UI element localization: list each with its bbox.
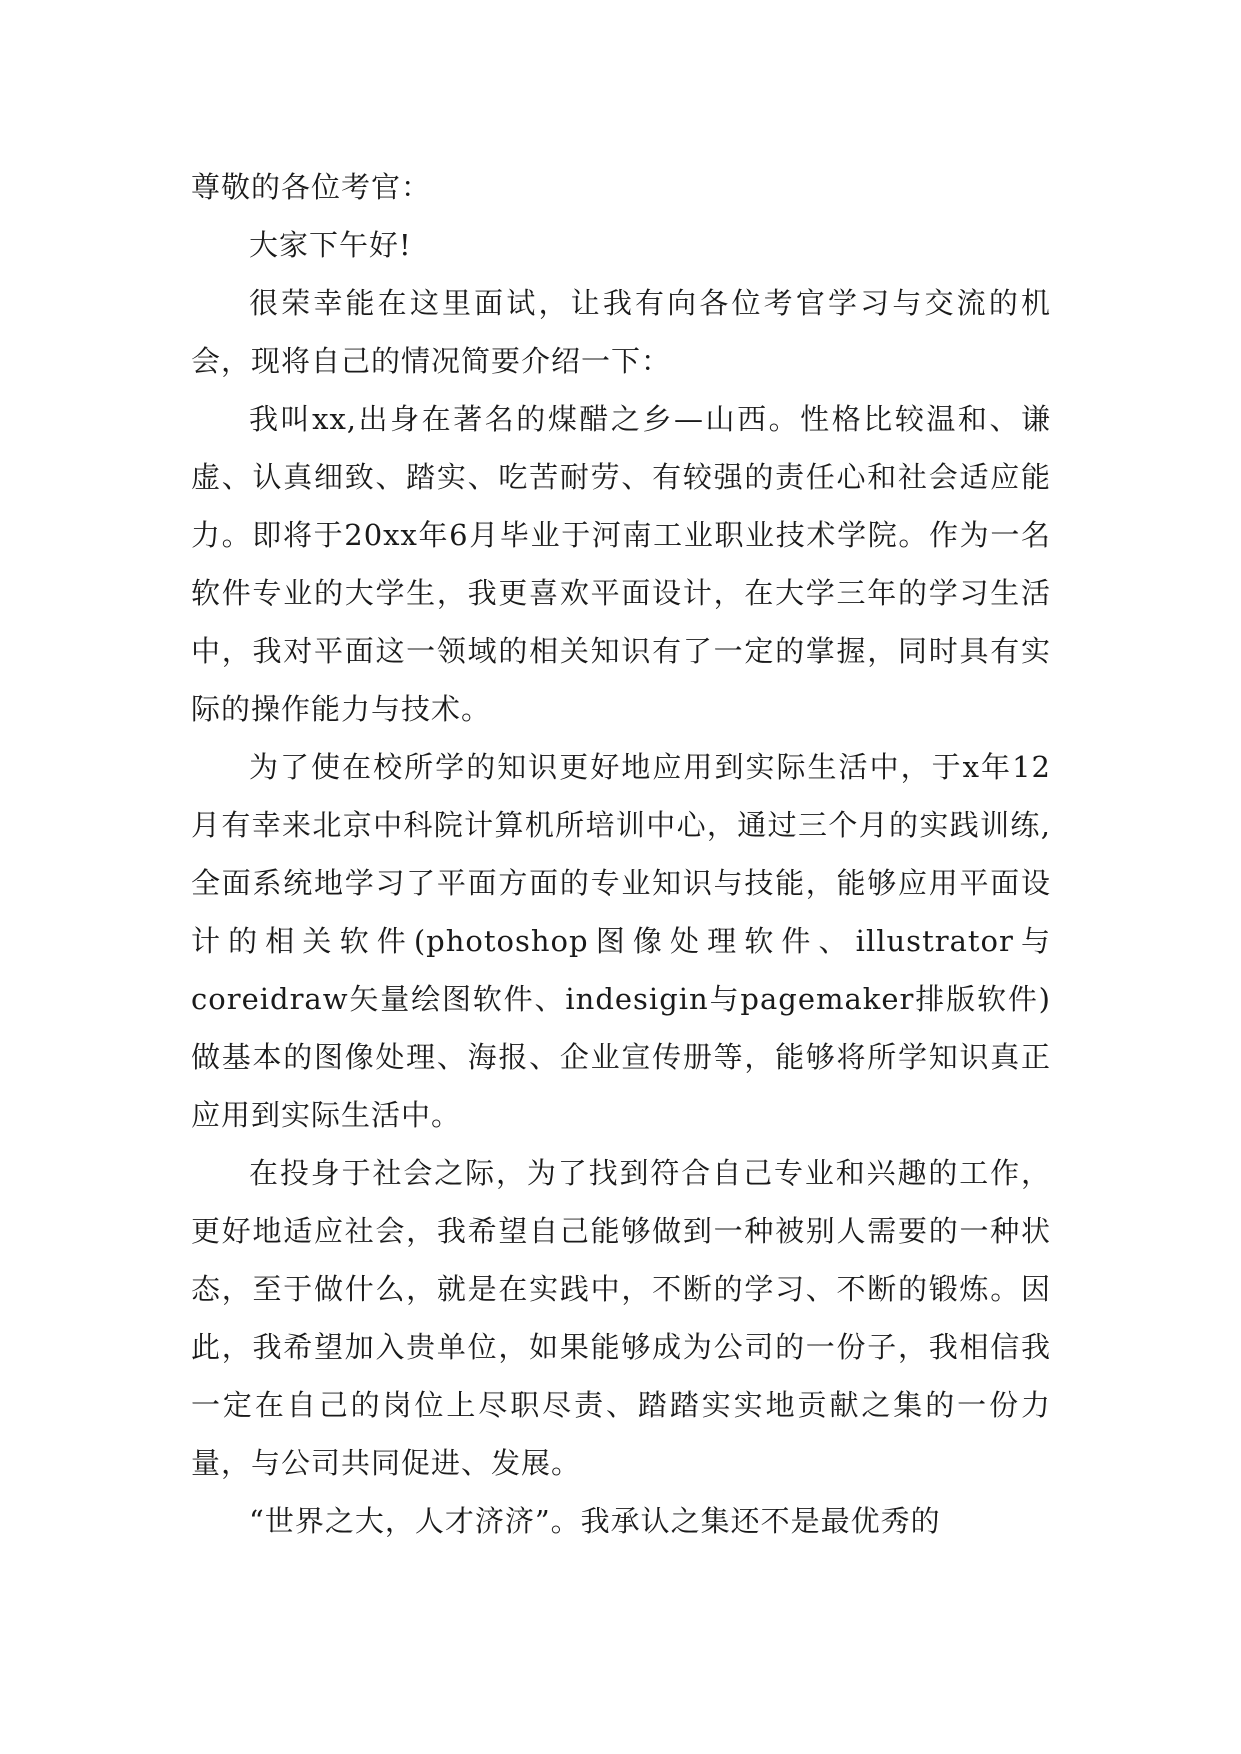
paragraph-training: 为了使在校所学的知识更好地应用到实际生活中，于x年12月有幸来北京中科院计算机所培训中心，通过三个月的实践训练,全面系统地学习了平面方面的专业知识与技能，能够应用平面设计的相关软件(photoshop图像处理软件、illustrator与coreidraw矢量绘图软件、indesigin与pagemaker排版软件)做基本的图像处理、海报、企业宣传册等，能够将所学知识真正应用到实际生活中。	[191, 750, 1051, 1132]
document-body	[191, 158, 1051, 1550]
salutation: 尊敬的各位考官：	[191, 170, 432, 204]
paragraph-greeting: 大家下午好!	[249, 228, 412, 262]
paragraph-goals: 在投身于社会之际，为了找到符合自己专业和兴趣的工作，更好地适应社会，我希望自己能够做到一种被别人需要的一种状态，至于做什么，就是在实践中，不断的学习、不断的锻炼。因此，我希望加入贵单位，如果能够成为公司的一份子，我相信我一定在自己的岗位上尽职尽责、踏踏实实地贡献之集的一份力量，与公司共同促进、发展。	[191, 1156, 1051, 1480]
paragraph-intro: 很荣幸能在这里面试，让我有向各位考官学习与交流的机会，现将自己的情况简要介绍一下：	[191, 286, 1051, 378]
paragraph-closing: “世界之大，人才济济”。我承认之集还不是最优秀的	[249, 1504, 941, 1538]
paragraph-background: 我叫xx,出身在著名的煤醋之乡—山西。性格比较温和、谦虚、认真细致、踏实、吃苦耐劳、有较强的责任心和社会适应能力。即将于20xx年6月毕业于河南工业职业技术学院。作为一名软件专业的大学生，我更喜欢平面设计，在大学三年的学习生活中，我对平面这一领域的相关知识有了一定的掌握，同时具有实际的操作能力与技术。	[191, 402, 1051, 726]
